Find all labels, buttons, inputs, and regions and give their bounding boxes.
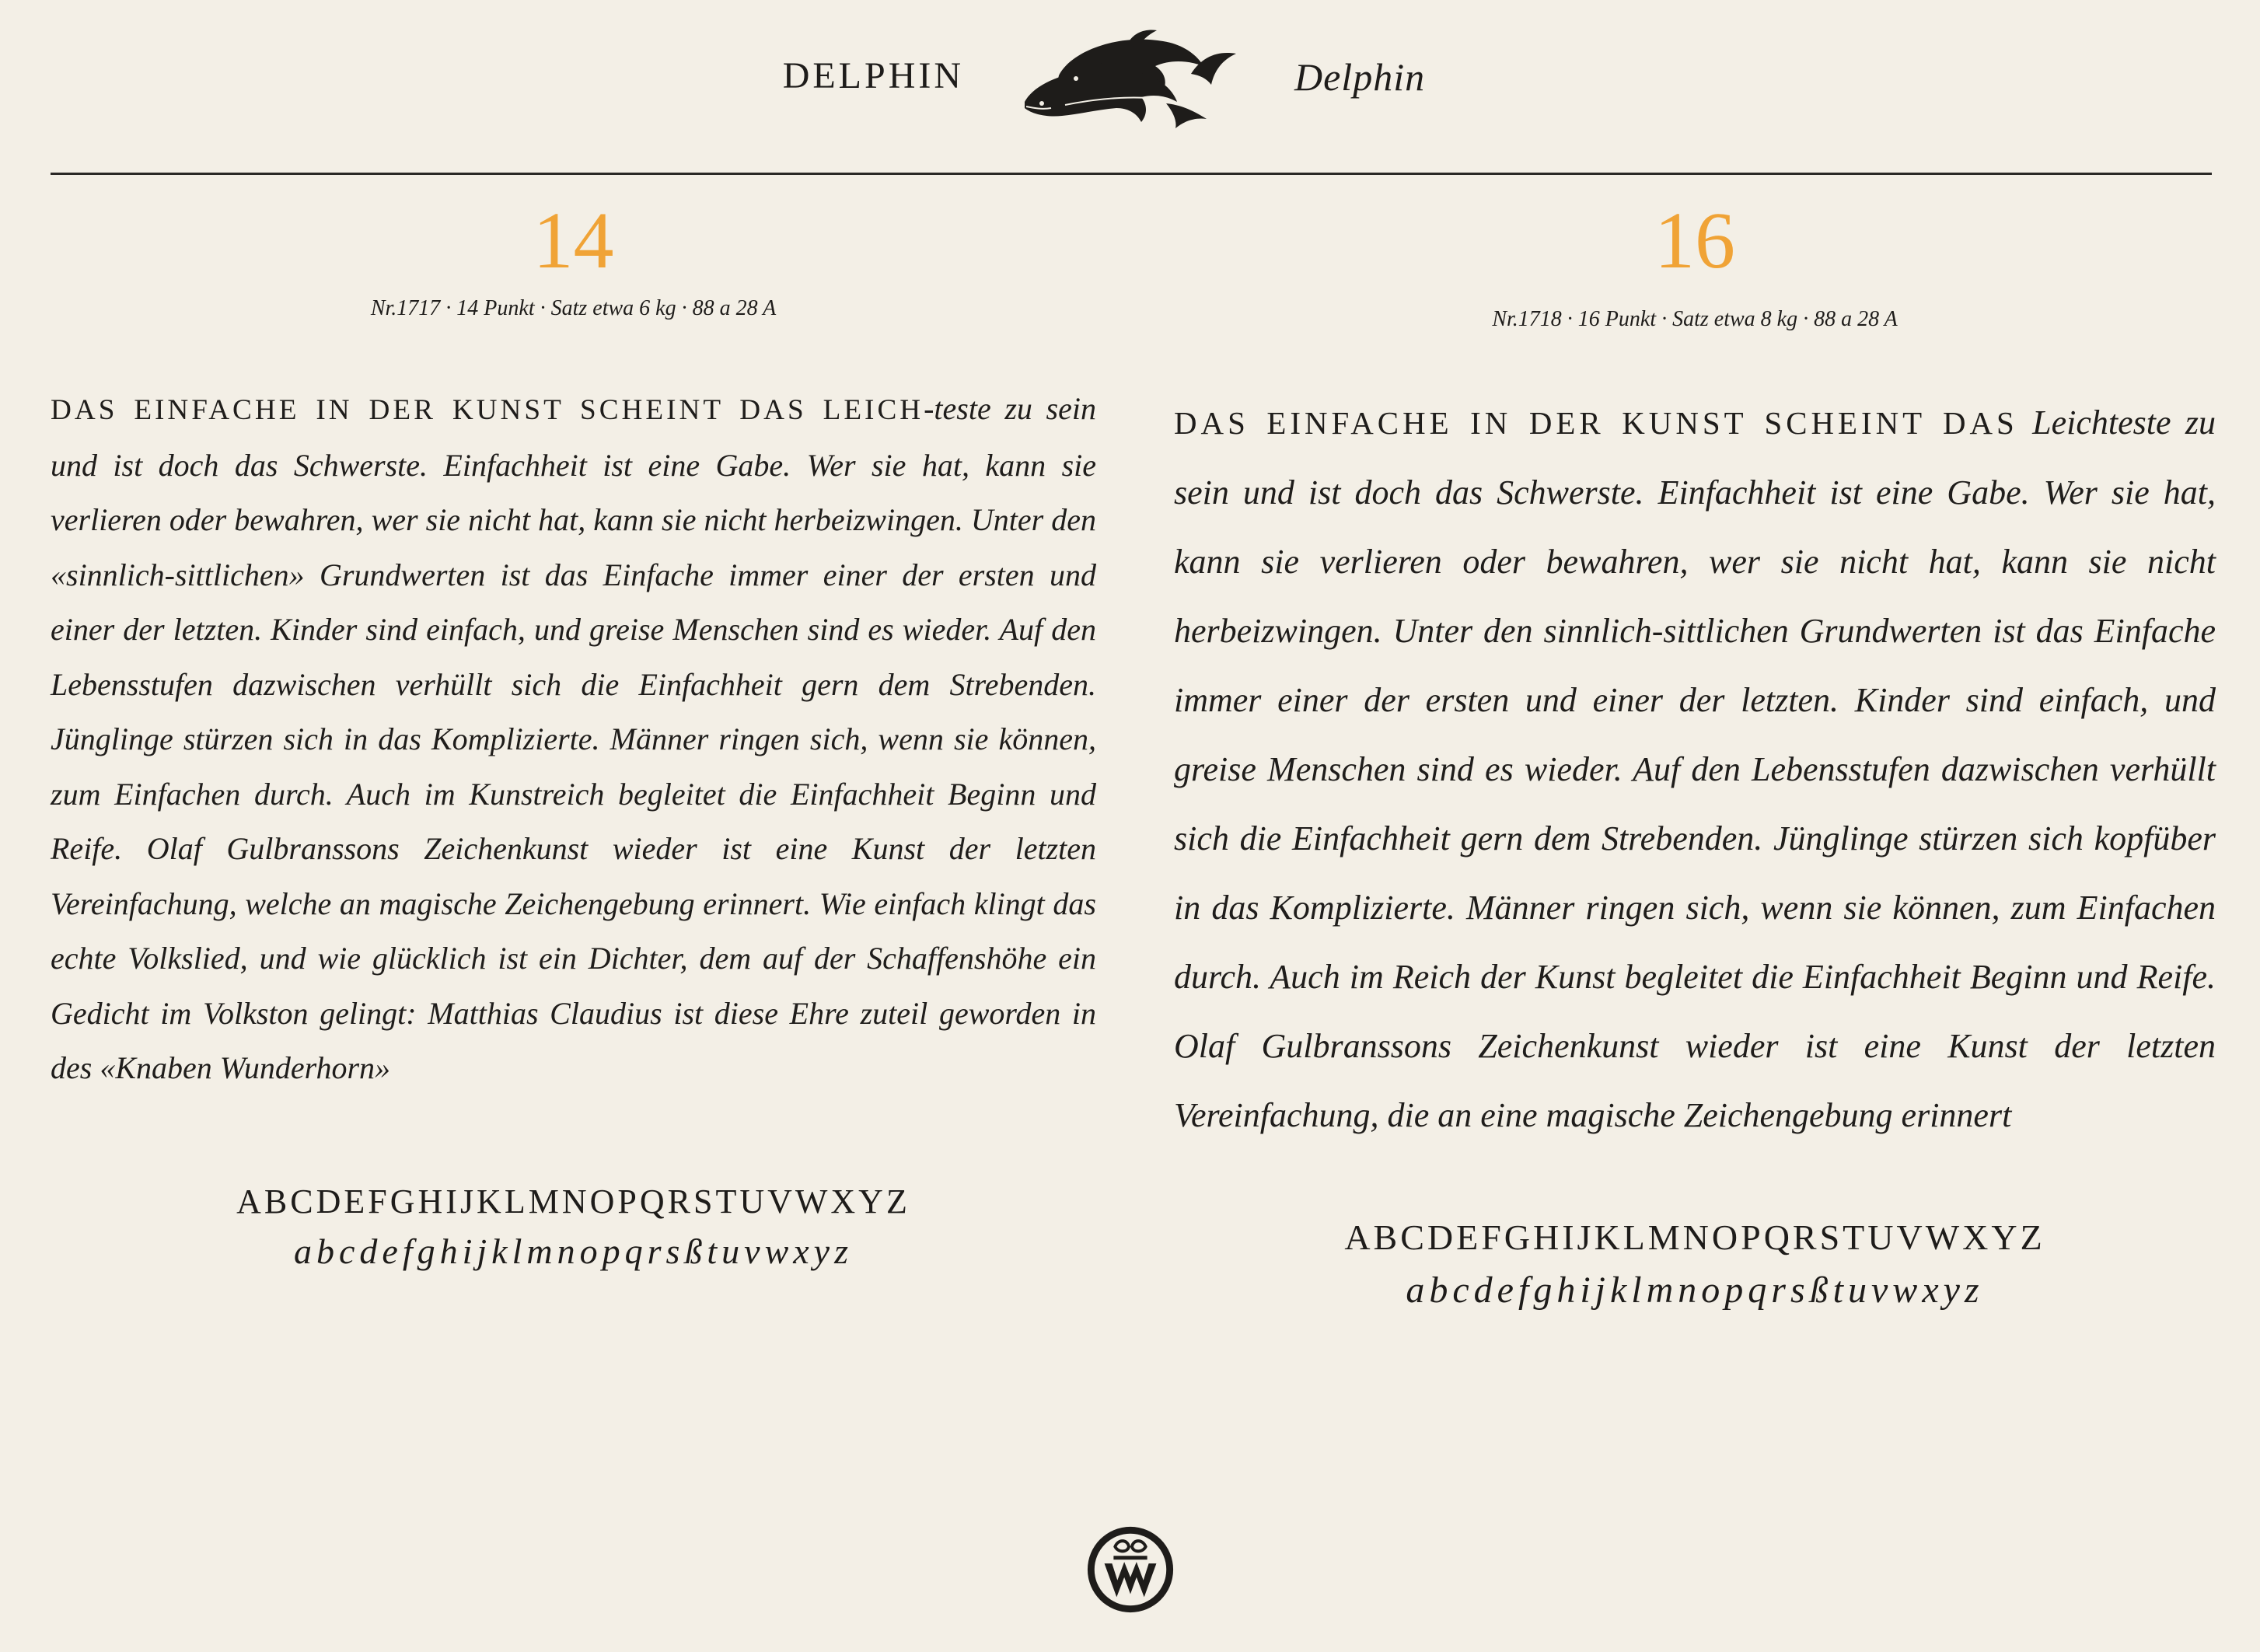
- alphabet-uppercase: ABCDEFGHIJKLMNOPQRSTUVWXYZ: [1344, 1217, 2045, 1257]
- paragraph-body: -teste zu sein und ist doch das Schwerste. Einfachheit ist eine Gabe. Wer sie hat, kann sie verlieren oder bewahren, wer sie nicht hat, kann sie nicht herbeizwingen. Unter den «sinnlich-sittlichen» Grundwerten ist das Einfache immer einer der ersten und einer der letzten. Kinder sind einfach, und greise Menschen sind es wieder. Auf den Lebensstufen dazwischen verhüllt sich die Einfachheit gern dem Strebenden. Jünglinge stürzen sich in das Komplizierte. Männer ringen sich, wenn sie können, zum Einfachen durch. Auch im Kunstreich begleitet die Einfachheit Beginn und Reife. Olaf Gulbranssons Zeichenkunst wieder ist eine Kunst der letzten Vereinfachung, welche an magische Zeichengebung erinnert. Wie einfach klingt das echte Volkslied, und wie glücklich ist ein Dichter, dem auf der Schaffenshöhe ein Gedicht im Volkston gelingt: Matthias Claudius ist diese Ehre zuteil geworden in des «Knaben Wunderhorn»: [51, 391, 1096, 1085]
- specimen-paragraph: [1174, 388, 2216, 1150]
- specimen-column-16: [1174, 198, 2216, 1311]
- dolphin-icon: [1011, 27, 1244, 128]
- point-size-number: 14: [533, 196, 614, 285]
- paragraph-body: Leichteste zu sein und ist doch das Schwerste. Einfachheit ist eine Gabe. Wer sie hat, kann sie verlieren oder bewahren, wer sie nicht hat, kann sie nicht herbeizwingen. Unter den sinnlich-sittlichen Grundwerten ist das Einfache immer einer der ersten und einer der letzten. Kinder sind einfach, und greise Menschen sind es wieder. Auf den Lebensstufen dazwischen verhüllt sich die Einfachheit gern dem Strebenden. Jünglinge stürzen sich kopfüber in das Komplizierte. Männer ringen sich, wenn sie können, zum Einfachen durch. Auch im Reich der Kunst begleitet die Einfachheit Beginn und Reife. Olaf Gulbranssons Zeichenkunst wieder ist eine Kunst der letzten Vereinfachung, die an eine magische Zeichengebung erinnert: [1174, 403, 2216, 1134]
- point-size-number: 16: [1654, 196, 1735, 285]
- specimen-paragraph: [51, 382, 1096, 1096]
- header-rule: [51, 173, 2212, 175]
- header-title-italic: Delphin: [1294, 55, 1426, 99]
- paragraph-lead-caps: DAS EINFACHE IN DER KUNST SCHEINT DAS LEICH: [51, 394, 924, 426]
- alphabet-lowercase: abcdefghijklmnopqrsßtuvwxyz: [1406, 1270, 1984, 1311]
- alphabet-lowercase: abcdefghijklmnopqrsßtuvwxyz: [293, 1231, 853, 1271]
- specimen-spec-line: Nr.1718 · 16 Punkt · Satz etwa 8 kg · 88 a 28 A: [1492, 307, 1898, 331]
- specimen-column-14: [51, 198, 1096, 1272]
- foundry-mark-icon: [1085, 1524, 1176, 1615]
- paragraph-lead-caps: DAS EINFACHE IN DER KUNST SCHEINT DAS: [1174, 406, 2018, 441]
- alphabet-uppercase: ABCDEFGHIJKLMNOPQRSTUVWXYZ: [236, 1182, 910, 1221]
- specimen-spec-line: Nr.1717 · 14 Punkt · Satz etwa 6 kg · 88 a 28 A: [370, 296, 777, 320]
- header-title-caps: DELPHIN: [782, 55, 964, 96]
